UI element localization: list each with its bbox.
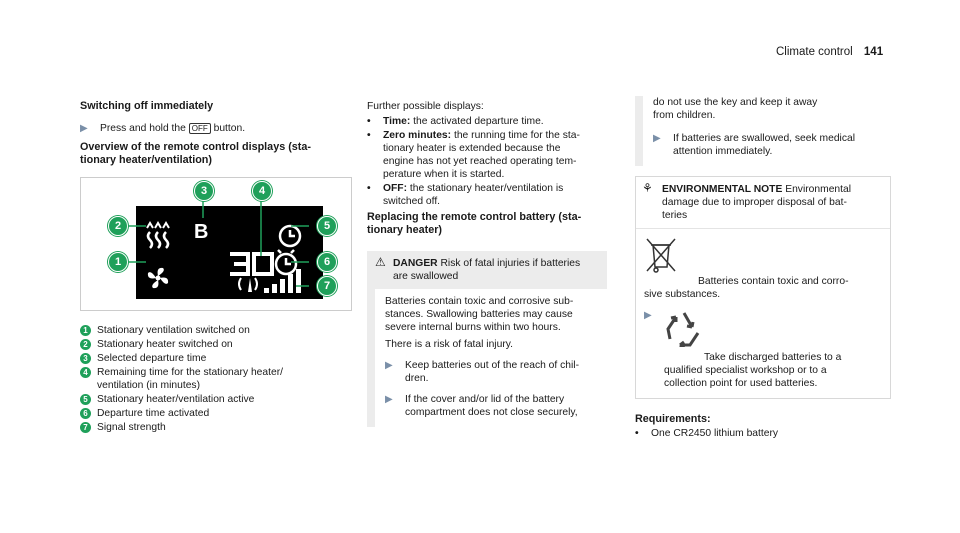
requirement-item: • One CR2450 lithium battery xyxy=(635,428,779,439)
heading-replacing-1: Replacing the remote control battery (sta- xyxy=(367,211,582,223)
display-legend xyxy=(80,324,350,434)
callout-4: 4 xyxy=(252,181,272,201)
danger-header: ⚠ DANGER Risk of fatal injuries if batteries are swallowed xyxy=(367,251,607,289)
callout-7: 7 xyxy=(317,276,337,296)
step-press-off xyxy=(80,122,350,135)
further-displays-intro: Further possible displays: xyxy=(367,101,484,112)
off-key: OFF xyxy=(189,123,211,134)
danger-continuation: do not use the key and keep it away from children. ▶ If batteries are swallowed, seek medical attention immediately. xyxy=(635,96,891,166)
legend-item: 7 Signal strength xyxy=(80,421,350,434)
step-arrow-icon: ▶ xyxy=(80,123,88,134)
legend-item: 1 Stationary ventilation switched on xyxy=(80,324,350,337)
callout-5: 5 xyxy=(317,216,337,236)
step-arrow-icon: ▶ xyxy=(644,310,652,321)
callout-6: 6 xyxy=(317,252,337,272)
column-2 xyxy=(367,100,607,427)
step-keep-away: ▶ Keep batteries out of the reach of chil- dren. xyxy=(385,360,580,384)
bullet-off: • OFF: the stationary heater/ventilation is switched off. xyxy=(367,183,564,207)
legend-item: 4 Remaining time for the stationary heater/ ventilation (in minutes) xyxy=(80,366,350,392)
heading-switching-off: Switching off immediately xyxy=(80,100,214,112)
legend-item: 6 Departure time activated xyxy=(80,407,350,420)
warning-triangle-icon: ⚠ xyxy=(375,255,386,269)
callout-lines xyxy=(81,178,351,310)
environment-icon: ⚘ xyxy=(642,181,653,195)
legend-item: 2 Stationary heater switched on xyxy=(80,338,350,351)
section-title: Climate control xyxy=(776,46,853,58)
crossed-bin-icon xyxy=(644,235,678,275)
legend-item: 5 Stationary heater/ventilation active xyxy=(80,393,350,406)
remote-display-figure xyxy=(80,177,352,311)
heading-overview-2: tionary heater/ventilation) xyxy=(80,154,212,166)
env-header: ⚘ ENVIRONMENTAL NOTE Environmental damage due to improper disposal of bat- teries xyxy=(636,177,890,229)
step-arrow-icon: ▶ xyxy=(385,394,393,405)
environmental-note xyxy=(635,176,891,399)
heading-replacing-2: tionary heater) xyxy=(367,224,442,236)
step-text: Press and hold the xyxy=(100,123,189,134)
display-b-letter: B xyxy=(194,221,209,243)
step-arrow-icon: ▶ xyxy=(385,360,393,371)
legend-item: 3 Selected departure time xyxy=(80,352,350,365)
bullet-zero-minutes: • Zero minutes: the running time for the sta- tionary heater is extended because the engine has not yet reached operating tem- perature when it is started. xyxy=(367,130,580,180)
recycle-icon xyxy=(664,309,704,347)
env-body: Batteries contain toxic and corro- sive substances. ▶ Take discharged batteries to a qualified specialist workshop or to a collection point for used batteries. xyxy=(636,229,890,398)
running-header xyxy=(776,46,883,59)
danger-body: Batteries contain toxic and corrosive sub- stances. Swallowing batteries may cause severe internal burns within two hours. There is a risk of fatal injury. ▶ Keep batteries out of the reach of chil- dren. ▶ If the cover and/or lid of the battery compartment does not close securely, xyxy=(367,289,607,427)
page-number: 141 xyxy=(863,46,884,58)
step-take-batteries: ▶ Take discharged batteries to a qualified specialist workshop or to a collection point for used batteries. xyxy=(644,310,842,389)
display-bullets xyxy=(367,115,607,208)
step-text-end: button. xyxy=(210,123,246,134)
callout-2: 2 xyxy=(108,216,128,236)
danger-box xyxy=(367,251,607,427)
column-1 xyxy=(80,100,350,435)
step-seek-medical: ▶ If batteries are swallowed, seek medical attention immediately. xyxy=(653,133,855,157)
bullet-time: • Time: the activated departure time. xyxy=(367,116,544,127)
callout-1: 1 xyxy=(108,252,128,272)
column-3 xyxy=(635,96,891,441)
requirements-heading: Requirements: xyxy=(635,413,711,425)
step-arrow-icon: ▶ xyxy=(653,133,661,144)
callout-3: 3 xyxy=(194,181,214,201)
step-cover: ▶ If the cover and/or lid of the battery compartment does not close securely, xyxy=(385,394,578,418)
heading-overview-1: Overview of the remote control displays (sta- xyxy=(80,141,311,153)
